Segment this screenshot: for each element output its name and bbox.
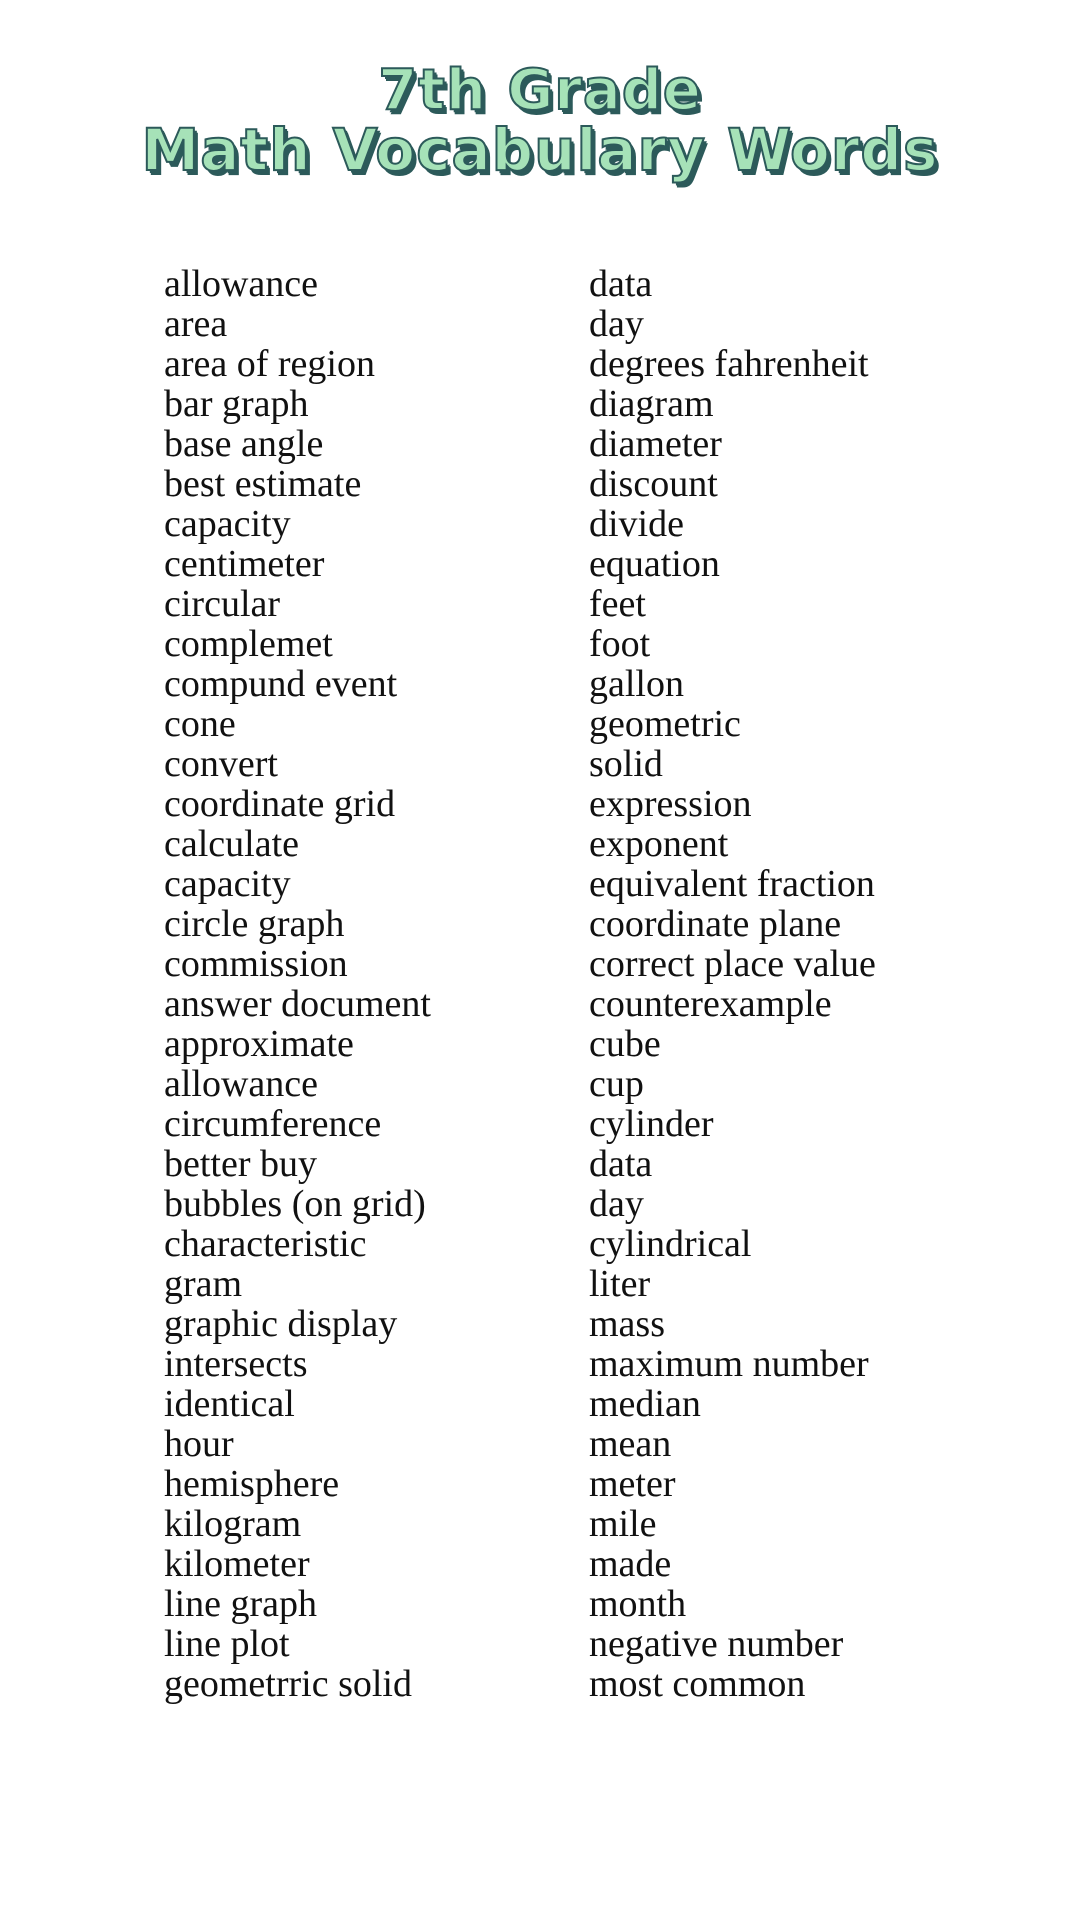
- vocabulary-word: cone: [164, 703, 236, 745]
- vocabulary-word: feet: [589, 583, 646, 625]
- vocabulary-word: hemisphere: [164, 1463, 340, 1505]
- vocabulary-word: compund event: [164, 663, 398, 705]
- vocabulary-word: data: [589, 263, 653, 305]
- vocabulary-word: base angle: [164, 423, 324, 465]
- vocabulary-word: meter: [589, 1463, 676, 1505]
- vocabulary-word: divide: [589, 503, 684, 545]
- title-line-subject: Math Vocabulary Words: [141, 116, 939, 184]
- vocabulary-word: median: [589, 1383, 701, 1425]
- vocabulary-word: negative number: [589, 1623, 844, 1665]
- vocabulary-word: line plot: [164, 1623, 290, 1665]
- vocabulary-word: identical: [164, 1383, 295, 1425]
- vocabulary-word: hour: [164, 1423, 234, 1465]
- vocabulary-word: gallon: [589, 663, 684, 705]
- vocabulary-word: exponent: [589, 823, 729, 865]
- vocabulary-word: correct place value: [589, 943, 876, 985]
- vocabulary-word: maximum number: [589, 1343, 869, 1385]
- vocabulary-word: day: [589, 303, 644, 345]
- vocabulary-word: mass: [589, 1303, 665, 1345]
- vocabulary-word: centimeter: [164, 543, 325, 585]
- vocabulary-word: cup: [589, 1063, 644, 1105]
- vocabulary-word: geometrric solid: [164, 1663, 412, 1705]
- vocabulary-word: bar graph: [164, 383, 309, 425]
- vocabulary-word: equivalent fraction: [589, 863, 875, 905]
- vocabulary-word: complemet: [164, 623, 333, 665]
- vocabulary-word: capacity: [164, 863, 291, 905]
- vocabulary-word: characteristic: [164, 1223, 367, 1265]
- vocabulary-word: mile: [589, 1503, 657, 1545]
- vocabulary-word: coordinate grid: [164, 783, 396, 825]
- vocabulary-word: allowance: [164, 1063, 319, 1105]
- vocabulary-word: liter: [589, 1263, 651, 1305]
- vocabulary-word: bubbles (on grid): [164, 1183, 426, 1225]
- title-line-grade: 7th Grade: [378, 58, 702, 123]
- vocabulary-word: answer document: [164, 983, 431, 1025]
- vocabulary-word: day: [589, 1183, 644, 1225]
- vocabulary-word: cylinder: [589, 1103, 714, 1145]
- vocabulary-word: better buy: [164, 1143, 318, 1185]
- vocabulary-word: foot: [589, 623, 651, 665]
- vocabulary-word: line graph: [164, 1583, 318, 1625]
- vocabulary-word: circle graph: [164, 903, 345, 945]
- word-list-left: [164, 264, 431, 1704]
- vocabulary-word: capacity: [164, 503, 291, 545]
- vocabulary-word: month: [589, 1583, 687, 1625]
- word-list-right: [589, 264, 876, 1704]
- vocabulary-word: equation: [589, 543, 720, 585]
- vocabulary-word: most common: [589, 1663, 806, 1705]
- vocabulary-word: convert: [164, 743, 278, 785]
- vocabulary-word: coordinate plane: [589, 903, 842, 945]
- vocabulary-word: intersects: [164, 1343, 308, 1385]
- vocabulary-word: geometric: [589, 703, 741, 745]
- page-title: [0, 58, 1080, 184]
- vocabulary-word: kilometer: [164, 1543, 310, 1585]
- vocabulary-word: counterexample: [589, 983, 832, 1025]
- vocabulary-word: mean: [589, 1423, 672, 1465]
- vocabulary-word: data: [589, 1143, 653, 1185]
- vocabulary-word: circular: [164, 583, 281, 625]
- vocabulary-word: allowance: [164, 263, 319, 305]
- vocabulary-word: circumference: [164, 1103, 382, 1145]
- vocabulary-word: discount: [589, 463, 718, 505]
- vocabulary-word: diagram: [589, 383, 714, 425]
- vocabulary-word: cylindrical: [589, 1223, 752, 1265]
- vocabulary-word: calculate: [164, 823, 300, 865]
- vocabulary-word: kilogram: [164, 1503, 302, 1545]
- vocabulary-word: diameter: [589, 423, 722, 465]
- vocabulary-word: area of region: [164, 343, 375, 385]
- vocabulary-word: made: [589, 1543, 672, 1585]
- vocabulary-word: graphic display: [164, 1303, 398, 1345]
- vocabulary-word: approximate: [164, 1023, 354, 1065]
- vocabulary-word: commission: [164, 943, 348, 985]
- vocabulary-word: best estimate: [164, 463, 362, 505]
- vocabulary-word: area: [164, 303, 228, 345]
- vocabulary-word: expression: [589, 783, 752, 825]
- vocabulary-word: solid: [589, 743, 663, 785]
- vocabulary-word: cube: [589, 1023, 661, 1065]
- vocabulary-word: degrees fahrenheit: [589, 343, 869, 385]
- vocabulary-word: gram: [164, 1263, 243, 1305]
